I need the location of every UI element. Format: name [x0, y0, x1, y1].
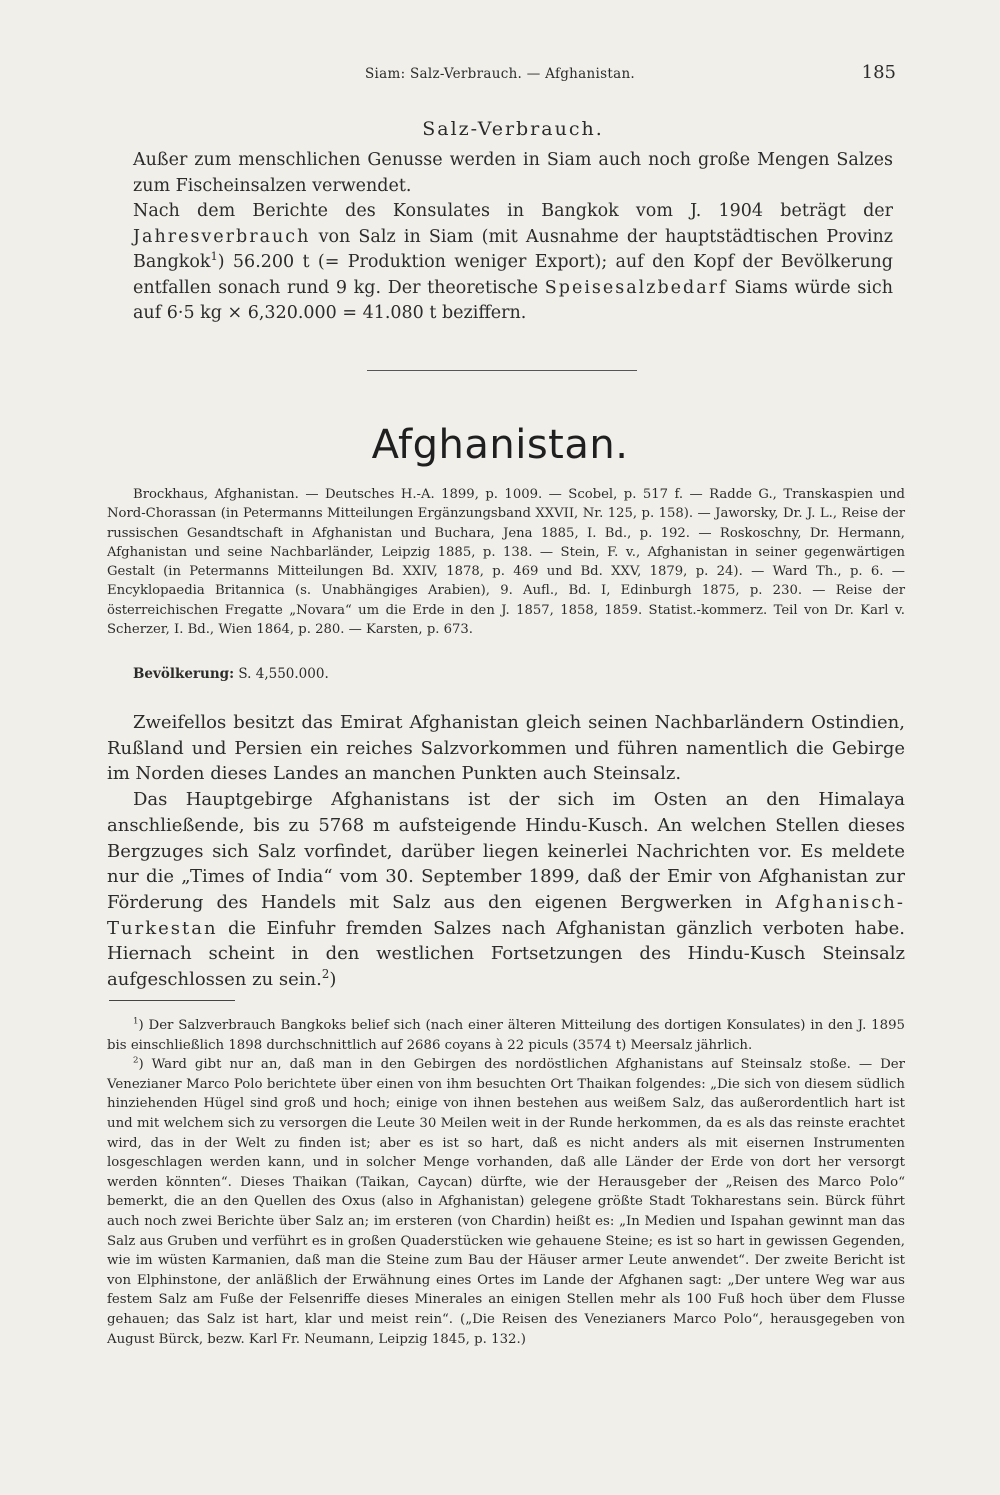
paragraph-text: Außer zum menschlichen Genusse werden in Siam auch noch große Mengen Salzes zum Fischeinsalzen verwendet. [133, 150, 893, 196]
paragraph [133, 148, 893, 199]
paragraph-text: die Einfuhr fremden Salzes nach Afghanistan gänzlich verboten habe. Hiernach scheint in den westlichen Fortsetzungen des Hindu-Kusch Steinsalz aufgeschlossen zu sein. [107, 917, 905, 991]
section-salz-verbrauch [133, 118, 893, 327]
paragraph-text: Das Hauptgebirge Afghanistans ist der sich im Osten an den Himalaya anschließende, bis zu 5768 m aufsteigende Hindu-Kusch. An welchen Stellen dieses Bergzuges sich Salz vorfindet, darüber liegen keinerlei Nachrichten vor. Es meldete nur die „Times of India“ vom 30. September 1899, daß der Emir von Afghanistan zur Förderung des Handels mit Salz aus den eigenen Bergwerken in [107, 789, 905, 913]
main-text [107, 710, 905, 993]
emphasis-text: Afghanisch-Turkestan [107, 891, 905, 939]
paragraph [107, 787, 905, 993]
emphasis-text: Jahresverbrauch [133, 226, 311, 247]
running-title: Siam: Salz-Verbrauch. — Afghanistan. [364, 66, 636, 82]
paragraph-text: Zweifellos besitzt das Emirat Afghanistan gleich seinen Nachbarländern Ostindien, Rußland und Persien ein reiches Salzvorkommen und führen namentlich die Gebirge im Norden dieses Landes an manchen Punkten auch Steinsalz. [107, 712, 905, 785]
footnote-mark: 1 [133, 1016, 139, 1027]
page-number: 185 [861, 62, 896, 83]
footnote-ref: 1 [210, 249, 218, 264]
paragraph-text: ) 56.200 t (= Produktion weniger Export); auf den Kopf der Bevölkerung entfallen sonach rund 9 kg. Der theoretische [133, 252, 893, 298]
emphasis-text: Speisesalzbedarf [544, 277, 728, 298]
paragraph-text: Siams würde sich auf 6·5 kg × 6,320.000 = 41.080 t beziffern. [133, 277, 893, 323]
section-divider [367, 370, 637, 371]
references: Brockhaus, Afghanistan. — Deutsches H.-A. 1899, p. 1009. — Scobel, p. 517 f. — Radde G., Transkaspien und Nord-Chorassan (in Petermanns Mitteilungen Ergänzungsband XXVII, Nr. 125, p. 158). — Jaworsky, Dr. J. L., Reise der russischen Gesandtschaft in Afghanistan und Buchara, Jena 1885, I. Bd., p. 192. — Roskoschny, Dr. Hermann, Afghanistan und seine Nachbarländer, Leipzig 1885, p. 138. — Stein, F. v., Afghanistan in seiner gegenwärtigen Gestalt (in Petermanns Mitteilungen Bd. XXIV, 1878, p. 469 und Bd. XXV, 1879, p. 24). — Ward Th., p. 6. — Encyklopaedia Britannica (s. Unabhängiges Arabien), 9. Aufl., Bd. I, Edinburgh 1875, p. 230. — Reise der österreichischen Fregatte „Novara“ um die Erde in den J. 1857, 1858, 1859. Statist.-kommerz. Teil von Dr. Karl v. Scherzer, I. Bd., Wien 1864, p. 280. — Karsten, p. 673. [107, 487, 905, 638]
population [133, 666, 329, 682]
footnote-text: ) Der Salzverbrauch Bangkoks belief sich (nach einer älteren Mitteilung des dortigen Konsulates) in den J. 1895 bis einschließlich 1898 durchschnittlich auf 2686 coyans à 22 piculs (3574 t) Meersalz jährlich. [107, 1018, 905, 1053]
footnote-2 [107, 1055, 905, 1349]
footnote-divider [109, 1000, 235, 1001]
paragraph [107, 710, 905, 787]
population-label: Bevölkerung: [133, 666, 235, 682]
paragraph-text: Nach dem Berichte des Konsulates in Bangkok vom J. 1904 beträgt der [133, 201, 893, 221]
population-value: S. 4,550.000. [238, 666, 329, 682]
footnote-ref: 2 [321, 967, 330, 982]
footnote-1 [107, 1016, 905, 1055]
paragraph-text: von Salz in Siam (mit Ausnahme der hauptstädtischen Provinz Bangkok [133, 226, 893, 272]
chapter-title: Afghanistan. [371, 422, 629, 468]
footnotes [107, 1016, 905, 1349]
footnote-text: ) Ward gibt nur an, daß man in den Gebirgen des nordöstlichen Afghanistans auf Steinsalz stoße. — Der Venezianer Marco Polo berichtete über einen von ihm besuchten Ort Thaikan folgendes: „Die sich von diesem südlich hinziehenden Hügel sind groß und hoch; einige von ihnen bestehen aus weißem Salz, das außerordentlich hart ist und mit welchem sich zu versorgen die Leute 30 Meilen weit in der Runde herkommen, da es als das reinste erachtet wird, das in der Welt zu finden ist; aber es ist so hart, daß es nicht anders als mit eisernen Instrumenten losgeschlagen werden kann, und in solcher Menge vorhanden, daß alle Länder der Erde von dort her versorgt werden könnten“. Dieses Thaikan (Taikan, Caycan) dürfte, wie der Herausgeber der „Reisen des Marco Polo“ bemerkt, die an den Quellen des Oxus (also in Afghanistan) gelegene größte Stadt Tokharestans sein. Bürck führt auch noch zwei Berichte über Salz an; im ersteren (von Chardin) heißt es: „In Medien und Ispahan gewinnt man das Salz aus Gruben und verführt es in großen Quaderstücken wie gehauene Steine; es ist so hart in gewissen Gegenden, wie im wüsten Karmanien, daß man die Steine zum Bau der Häuser armer Leute anwendet“. Der zweite Bericht ist von Elphinstone, der anläßlich der Erwähnung eines Ortes im Lande der Afghanen sagt: „Der untere Weg war aus festem Salz am Fuße der Felsenriffe dieses Minerales an einigen Stellen mehr als 100 Fuß hoch über dem Flusse gehauen; das Salz ist hart, klar und meist rein“. („Die Reisen des Venezianers Marco Polo“, herausgegeben von August Bürck, bezw. Karl Fr. Neumann, Leipzig 1845, p. 132.) [107, 1057, 905, 1347]
paragraph [133, 199, 893, 327]
section-title: Salz-Verbrauch. [422, 118, 604, 140]
footnote-mark: 2 [133, 1055, 139, 1066]
paragraph-text: ) [329, 969, 337, 991]
page-header [0, 62, 1000, 88]
